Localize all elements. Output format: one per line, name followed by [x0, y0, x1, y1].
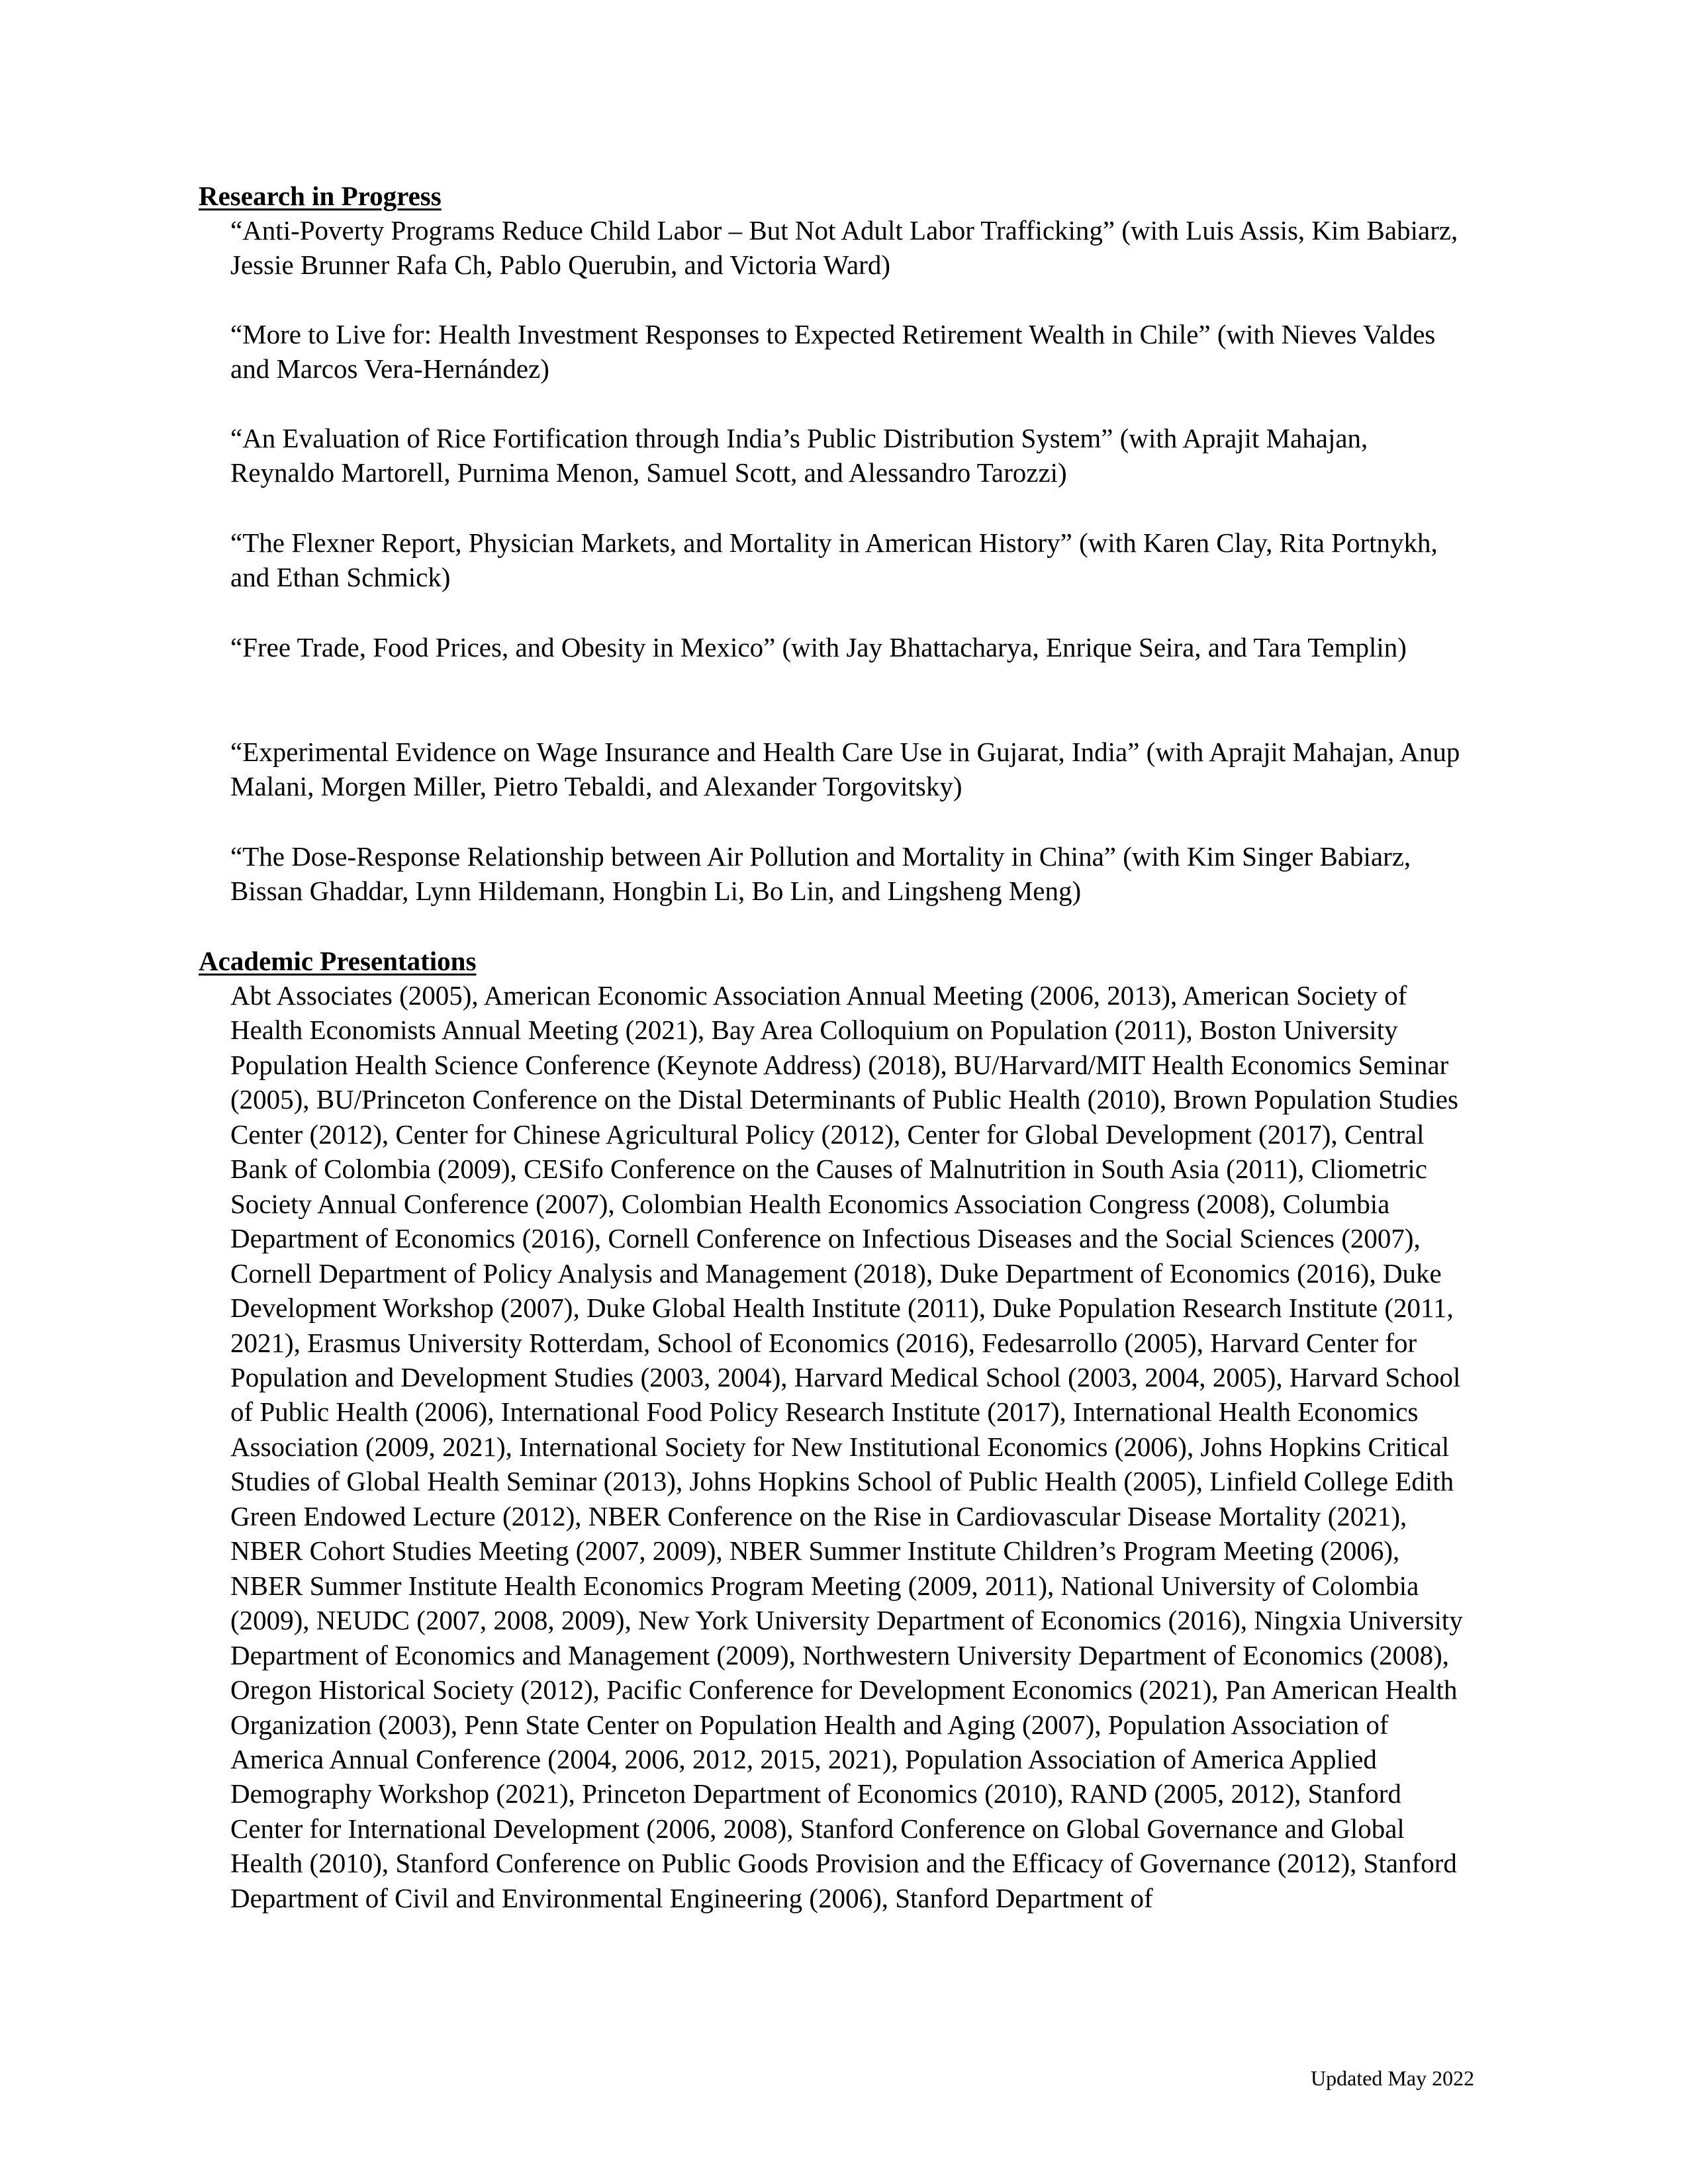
- research-entry-air-pollution: “The Dose-Response Relationship between Air Pollution and Mortality in China” (with Kim Singer Babiarz, Bissan Ghaddar, Lynn Hildemann, Hongbin Li, Bo Lin, and Lingsheng Meng): [230, 841, 1411, 907]
- research-in-progress-heading: Research in Progress: [199, 181, 442, 211]
- research-entry-free-trade-obesity: “Free Trade, Food Prices, and Obesity in Mexico” (with Jay Bhattacharya, Enrique Seira, and Tara Templin): [230, 632, 1407, 662]
- research-entry-anti-poverty: “Anti-Poverty Programs Reduce Child Labor – But Not Adult Labor Trafficking” (with Luis Assis, Kim Babiarz, Jessie Brunner Rafa Ch, Pablo Querubin, and Victoria Ward): [230, 215, 1458, 281]
- updated-date: Updated May 2022: [1311, 2066, 1475, 2090]
- academic-presentations-heading: Academic Presentations: [199, 946, 477, 976]
- research-entry-rice-fortification: “An Evaluation of Rice Fortification through India’s Public Distribution System” (with Aprajit Mahajan, Reynaldo Martorell, Purnima Menon, Samuel Scott, and Alessandro Tarozzi): [230, 423, 1368, 488]
- research-entry-flexner-report: “The Flexner Report, Physician Markets, and Mortality in American History” (with Karen Clay, Rita Portnykh, and Ethan Schmick): [230, 527, 1438, 593]
- academic-presentations-list: Abt Associates (2005), American Economic Association Annual Meeting (2006, 2013), American Society of Health Economists Annual Meeting (2021), Bay Area Colloquium on Population (2011), Boston University Population Health Science Conference (Keynote Address) (2018), BU/Harvard/MIT Health Economics Seminar (2005), BU/Princeton Conference on the Distal Determinants of Public Health (2010), Brown Population Studies Center (2012), Center for Chinese Agricultural Policy (2012), Center for Global Development (2017), Central Bank of Colombia (2009), CESifo Conference on the Causes of Malnutrition in South Asia (2011), Cliometric Society Annual Conference (2007), Colombian Health Economics Association Congress (2008), Columbia Department of Economics (2016), Cornell Conference on Infectious Diseases and the Social Sciences (2007), Cornell Department of Policy Analysis and Management (2018), Duke Department of Economics (2016), Duke Development Workshop (2007), Duke Global Health Institute (2011), Duke Population Research Institute (2011, 2021), Erasmus University Rotterdam, School of Economics (2016), Fedesarrollo (2005), Harvard Center for Population and Development Studies (2003, 2004), Harvard Medical School (2003, 2004, 2005), Harvard School of Public Health (2006), International Food Policy Research Institute (2017), International Health Economics Association (2009, 2021), International Society for New Institutional Economics (2006), Johns Hopkins Critical Studies of Global Health Seminar (2013), Johns Hopkins School of Public Health (2005), Linfield College Edith Green Endowed Lecture (2012), NBER Conference on the Rise in Cardiovascular Disease Mortality (2021), NBER Cohort Studies Meeting (2007, 2009), NBER Summer Institute Children’s Program Meeting (2006), NBER Summer Institute Health Economics Program Meeting (2009, 2011), National University of Colombia (2009), NEUDC (2007, 2008, 2009), New York University Department of Economics (2016), Ningxia University Department of Economics and Management (2009), Northwestern University Department of Economics (2008), Oregon Historical Society (2012), Pacific Conference for Development Economics (2021), Pan American Health Organization (2003), Penn State Center on Population Health and Aging (2007), Population Association of America Annual Conference (2004, 2006, 2012, 2015, 2021), Population Association of America Applied Demography Workshop (2021), Princeton Department of Economics (2010), RAND (2005, 2012), Stanford Center for International Development (2006, 2008), Stanford Conference on Global Governance and Global Health (2010), Stanford Conference on Public Goods Provision and the Efficacy of Governance (2012), Stanford Department of Civil and Environmental Engineering (2006), Stanford Department of: [230, 980, 1463, 1913]
- research-entry-retirement-wealth: “More to Live for: Health Investment Responses to Expected Retirement Wealth in Chile” (with Nieves Valdes and Marcos Vera-Hernández): [230, 319, 1436, 385]
- research-entry-wage-insurance: “Experimental Evidence on Wage Insurance and Health Care Use in Gujarat, India” (with Aprajit Mahajan, Anup Malani, Morgen Miller, Pietro Tebaldi, and Alexander Torgovitsky): [230, 737, 1460, 802]
